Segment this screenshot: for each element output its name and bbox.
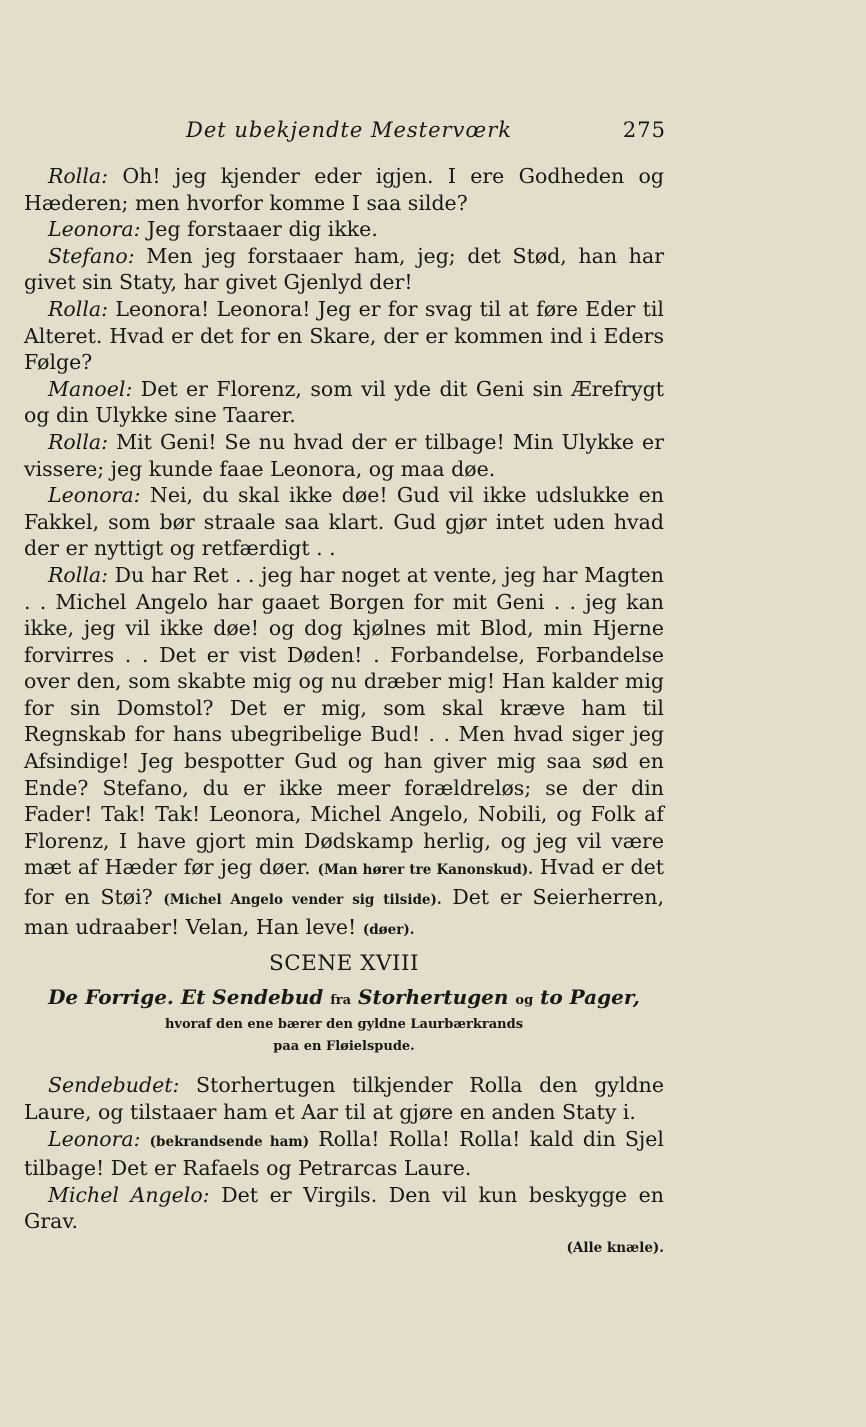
cast-connector: og (515, 992, 534, 1008)
speech-rolla-2 (24, 296, 664, 376)
stage-direction: (Man hører tre Kanonskud). (317, 862, 533, 879)
speech-text: Jeg forstaaer dig ikke. (147, 217, 378, 242)
speech-text: Du har Ret . . jeg har noget at vente, jeg har Magten . . Michel Angelo har gaaet Borgen for mit Geni . . jeg kan ikke, jeg vil ikke døe! og dog kjølnes mit Blod, min Hjerne forvirres . . Det er vist Døden! . Forbandelse, Forbandelse over den, som skabte mig og nu dræber mig! Han kalder mig for sin Domstol? Det er mig, som skal kræve ham til Regnskab for hans ubegribelige Bud! . . Men hvad siger jeg Afsindige! Jeg bespotter Gud og han giver mig saa sød en Ende? Stefano, du er ikke meer forældreløs; se der din Fader! Tak! Tak! Leonora, Michel Angelo, Nobili, og Folk af Florenz, I have gjort min Dødskamp herlig, og jeg vil være mæt af Hæder før jeg døer. (24, 562, 664, 880)
speech-leonora-1 (24, 216, 664, 243)
speech-leonora-2 (24, 482, 664, 562)
speaker-name: Manoel: (48, 376, 133, 401)
speech-text: Det er Virgils. Den vil kun beskygge en Grav. (24, 1182, 664, 1234)
stage-direction: (bekrandsende ham) (149, 1133, 310, 1150)
speech-text: Leonora! Leonora! Jeg er for svag til at føre Eder til Alteret. Hvad er det for en Skare, der er kommen ind i Eders Følge? (24, 296, 664, 375)
scene-heading: SCENE XVIII (268, 951, 420, 977)
speech-text: Hvad er det for en Støi? (24, 855, 664, 910)
speaker-name: Sendebudet: (48, 1073, 180, 1098)
stage-direction: (Michel Angelo vender sig tilside). (163, 892, 442, 909)
cast-note: paa en Fløielspude. (273, 1039, 415, 1055)
cast-list (24, 984, 664, 1059)
speech-text: Storhertugen tilkjender Rolla den gyldne Laure, og tilstaaer ham et Aar til at gjøre en anden Staty i. (24, 1073, 664, 1124)
speech-text: Mit Geni! Se nu hvad der er tilbage! Min Ulykke er vissere; jeg kunde faae Leonora, og maa døe. (24, 429, 664, 481)
speech-rolla-long (24, 562, 664, 943)
cast-connector: fra (330, 992, 352, 1008)
speech-leonora-3 (24, 1126, 664, 1182)
speech-text: Det er Florenz, som vil yde dit Geni sin Ærefrygt og din Ulykke sine Taarer. (24, 376, 664, 428)
speaker-name: Michel Angelo: (48, 1182, 210, 1207)
speaker-name: Rolla: (48, 164, 109, 188)
page-number: 275 (622, 118, 666, 142)
speech-text: Men jeg forstaaer ham, jeg; det Stød, han har givet sin Staty, har givet Gjenlyd der! (24, 243, 664, 295)
speaker-name: Rolla: (48, 429, 109, 454)
speech-manoel-1 (24, 376, 664, 429)
speech-text: Nei, du skal ikke døe! Gud vil ikke udslukke en Fakkel, som bør straale saa klart. Gud gjør intet uden hvad der er nyttigt og retfærdigt . . (24, 483, 664, 561)
speech-sendebud (24, 1072, 664, 1125)
cast-line (24, 984, 664, 1015)
speech-rolla-3 (24, 429, 664, 482)
cast-text: to Pager, (540, 984, 640, 1009)
page-body (24, 163, 664, 1262)
speaker-name: Leonora: (48, 1126, 141, 1151)
speech-text: Oh! jeg kjender eder igjen. I ere Godheden og Hæderen; men hvorfor komme I saa silde? (24, 164, 664, 215)
speech-text: Rolla! Rolla! Rolla! kald din Sjel tilbage! Det er Rafaels og Petrarcas Laure. (24, 1126, 664, 1181)
cast-text: Storhertugen (358, 984, 509, 1009)
cast-text: De Forrige. Et Sendebud (48, 984, 324, 1009)
speaker-name: Rolla: (48, 296, 109, 321)
speech-text: Det er Seierherren, man udraaber! Velan, Han leve! (24, 885, 664, 939)
speaker-name: Leonora: (48, 217, 141, 242)
speaker-name: Leonora: (48, 483, 141, 508)
running-title: Det ubekjendte Mestervœrk (186, 118, 512, 142)
speech-stefano-1 (24, 243, 664, 296)
speaker-name: Rolla: (48, 562, 109, 587)
speech-michel-angelo (24, 1182, 664, 1235)
speech-rolla-1 (24, 163, 664, 216)
running-header (186, 118, 666, 150)
final-stage-direction: (Alle knæle). (566, 1239, 664, 1256)
cast-note: hvoraf den ene bærer den gyldne Laurbærkrands (164, 1017, 524, 1033)
stage-direction: (døer). (362, 921, 415, 938)
speaker-name: Stefano: (48, 243, 135, 268)
